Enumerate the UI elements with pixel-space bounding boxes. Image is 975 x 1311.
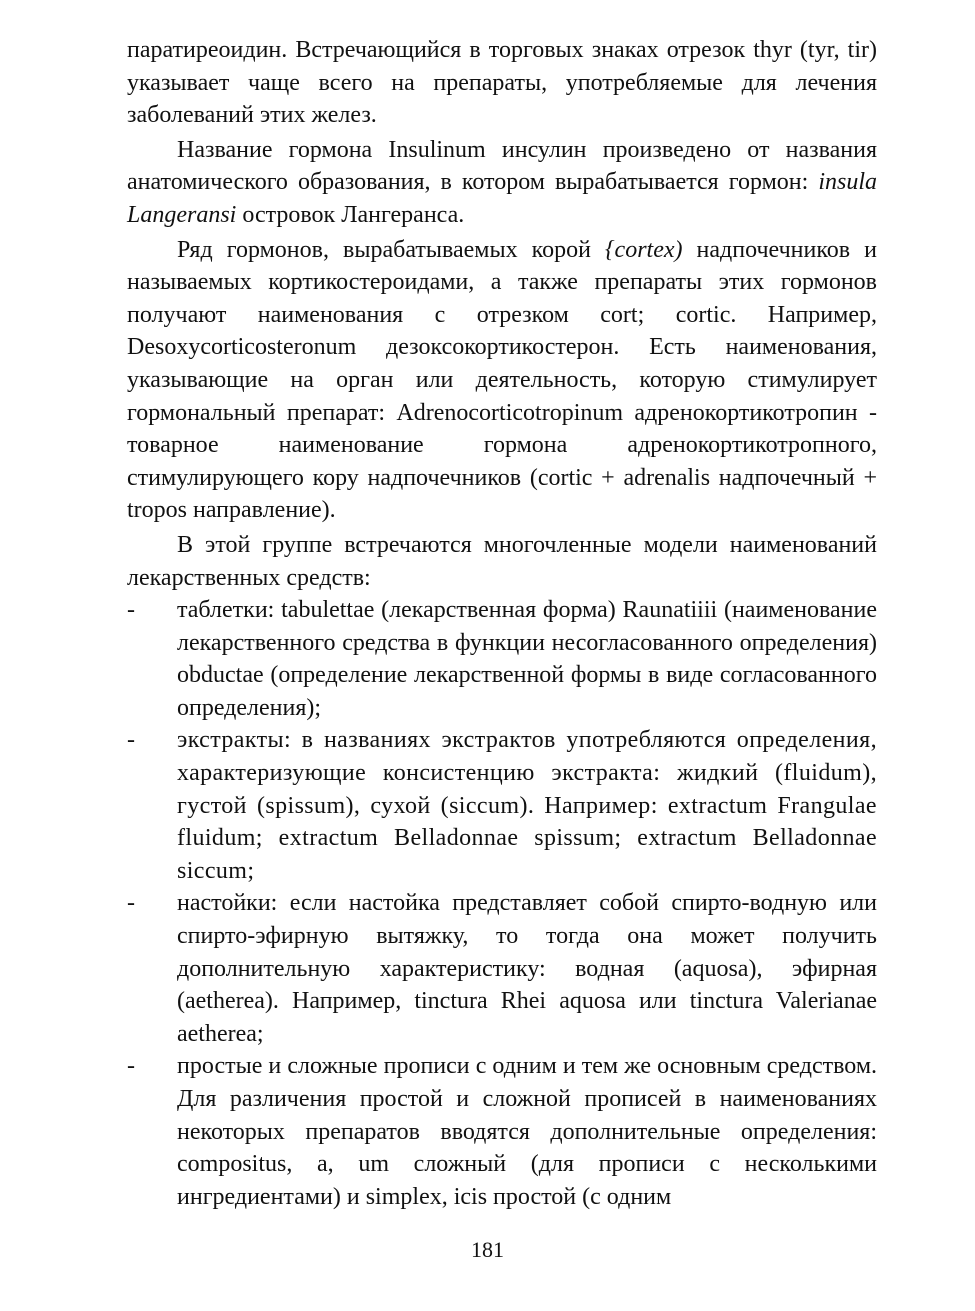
list-item-prescriptions: [127, 1050, 877, 1213]
list-dash: -: [127, 597, 135, 624]
paragraph-3-italic-term: {cortex): [604, 236, 683, 263]
list-item-tablets: [127, 594, 877, 724]
list-item-text: настойки: если настойка представляет собой спирто-водную или спирто-эфирную вытяжку, то тогда она может получить дополнительную характеристику: водная (aquosa), эфирная (aetherea). Например, tinctura Rhei aquosa или tinctura Valerianae aetherea;: [177, 890, 877, 1047]
list-item-text: таблетки: tabulettae (лекарственная форма) Raunatiiii (наименование лекарственного средства в функции несогласованного определения) obductae (определение лекарственной формы в виде согласованного определения);: [177, 597, 877, 721]
page-body: [127, 34, 877, 1213]
paragraph-1: паратиреоидин. Встречающийся в торговых знаках отрезок thyr (tyr, tir) указывает чаще всего на препараты, употребляемые для лечения заболеваний этих желез.: [127, 37, 877, 129]
paragraph-3-text-b: надпочечников и называемых кортикостероидами, а также препараты этих гормонов получают наименования с отрезком cort; cortic. Например, Desoxycorticosteronum дезоксокортикостерон. Есть наименования, указывающие на орган или деятельность, которую стимулирует гормональный препарат: Adrenocorticotropinum адренокортикотропин - товарное наименование гормона адренокортикотропного, стимулирующего кору надпочечников (cortic + adrenalis надпочечный + tropos направление).: [127, 236, 877, 524]
list-item-extracts: [127, 724, 877, 887]
paragraph-4: В этой группе встречаются многочленные модели наименований лекарственных средств:: [127, 531, 877, 591]
paragraph-2-text-b: островок Лангеранса.: [236, 201, 465, 228]
list-item-text: простые и сложные прописи с одним и тем же основным средством. Для различения простой и сложной прописей в наименованиях некоторых препаратов вводятся дополнительные определения: compositus, a, um сложный (для прописи с несколькими ингредиентами) и simplex, icis простой (с одним: [177, 1053, 877, 1210]
paragraph-3-text-a: Ряд гормонов, вырабатываемых корой: [177, 236, 605, 263]
page-number: 181: [471, 1237, 504, 1262]
paragraph-3: [127, 234, 877, 527]
list-item-text: экстракты: в названиях экстрактов употребляются определения, характеризующие консистенцию экстракта: жидкий (fluidum), густой (spissum), сухой (siccum). Например: extractum Frangulae fluidum; extractum Belladonnae spissum; extractum Belladonnae siccum;: [177, 727, 877, 884]
list-dash: -: [127, 890, 135, 917]
paragraph-2-text-a: Название гормона Insulinum инсулин произведено от названия анатомического образования, в котором вырабатывается гормон:: [127, 136, 877, 196]
list-item-tinctures: [127, 887, 877, 1050]
dosage-form-list: [127, 594, 877, 1213]
paragraph-2-italic-term: insula Langeransi: [127, 169, 877, 228]
paragraph-2: [127, 134, 877, 232]
list-dash: -: [127, 727, 136, 754]
list-dash: -: [127, 1053, 135, 1080]
